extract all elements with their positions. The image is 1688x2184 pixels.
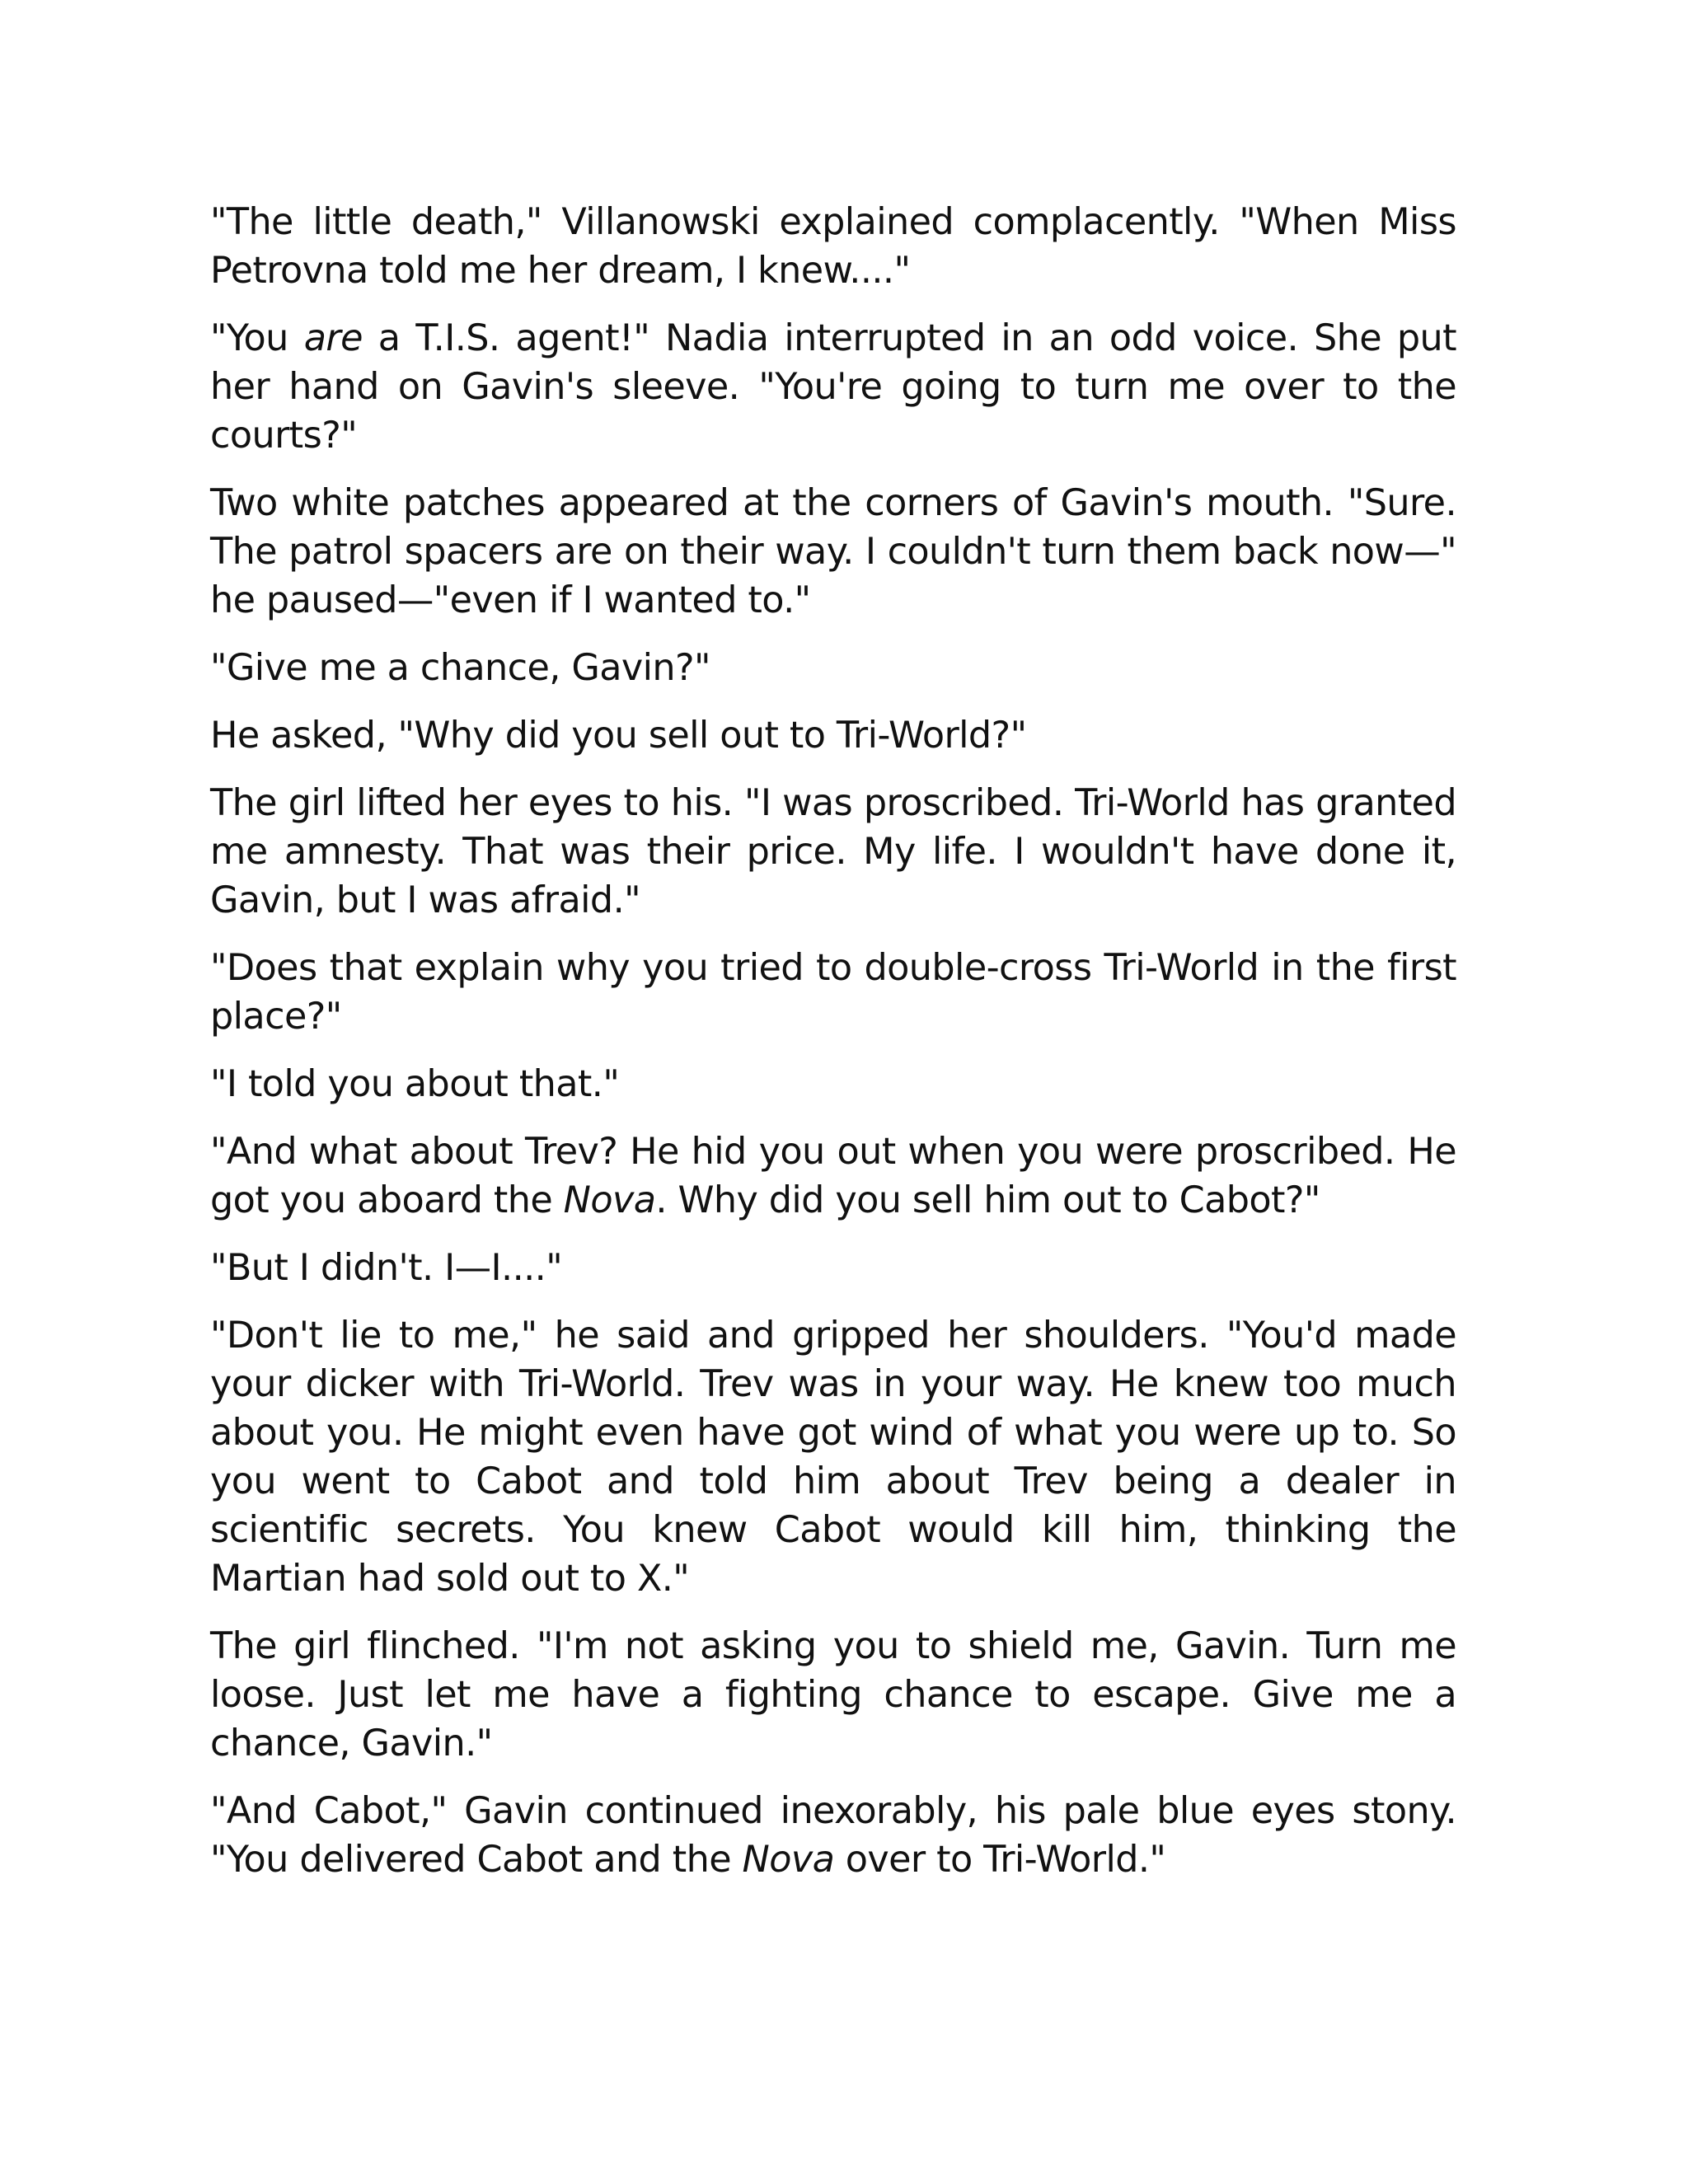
paragraph-text: "And what about Trev? He hid you out when you were proscribed. He got you aboard the (210, 1131, 1456, 1221)
paragraph-text: a T.I.S. agent!" Nadia interrupted in an odd voice. She put her hand on Gavin's sleeve. "You're going to turn me over to the courts?" (210, 317, 1456, 457)
paragraph (210, 1622, 1456, 1768)
paragraph (210, 1311, 1456, 1603)
paragraph (210, 314, 1456, 460)
paragraph-text: The girl flinched. "I'm not asking you to shield me, Gavin. Turn me loose. Just let me have a fighting chance to escape. Give me a chance, Gavin." (210, 1625, 1456, 1765)
paragraph (210, 198, 1456, 295)
paragraph-text: He asked, "Why did you sell out to Tri-World?" (210, 715, 1027, 757)
paragraph (210, 1127, 1456, 1225)
paragraph (210, 944, 1456, 1041)
paragraph-text: The girl lifted her eyes to his. "I was proscribed. Tri-World has granted me amnesty. That was their price. My life. I wouldn't have done it, Gavin, but I was afraid." (210, 782, 1456, 921)
paragraph (210, 1060, 1456, 1108)
paragraph (210, 479, 1456, 625)
paragraph (210, 1244, 1456, 1292)
paragraph-text: "The little death," Villanowski explained complacently. "When Miss Petrovna told me her dream, I knew...." (210, 201, 1456, 292)
paragraph-text: Two white patches appeared at the corners of Gavin's mouth. "Sure. The patrol spacers are on their way. I couldn't turn them back now—" he paused—"even if I wanted to." (210, 482, 1456, 621)
document-page (210, 198, 1456, 1903)
paragraph (210, 644, 1456, 692)
paragraph-text: . Why did you sell him out to Cabot?" (655, 1179, 1320, 1221)
paragraph-text: "But I didn't. I—I...." (210, 1247, 563, 1289)
paragraph-text: "Give me a chance, Gavin?" (210, 647, 710, 689)
paragraph-text: "Don't lie to me," he said and gripped her shoulders. "You'd made your dicker with Tri-World. Trev was in your way. He knew too much about you. He might even have got wind of what you were up to. So you went to Cabot and told him about Trev being a dealer in scientific secrets. You knew Cabot would kill him, thinking the Martian had sold out to X." (210, 1315, 1456, 1600)
italic-ship-name: Nova (563, 1179, 656, 1221)
paragraph-text: "Does that explain why you tried to double-cross Tri-World in the first place?" (210, 947, 1456, 1038)
paragraph (210, 779, 1456, 925)
paragraph-text: "You (210, 317, 304, 359)
paragraph-text: "And Cabot," Gavin continued inexorably, his pale blue eyes stony. "You delivered Cabot and the (210, 1790, 1456, 1881)
italic-ship-name: Nova (742, 1839, 835, 1881)
italic-emphasis: are (303, 317, 363, 359)
paragraph-text: over to Tri-World." (834, 1839, 1166, 1881)
paragraph (210, 1787, 1456, 1884)
paragraph-text: "I told you about that." (210, 1063, 620, 1105)
paragraph (210, 711, 1456, 760)
